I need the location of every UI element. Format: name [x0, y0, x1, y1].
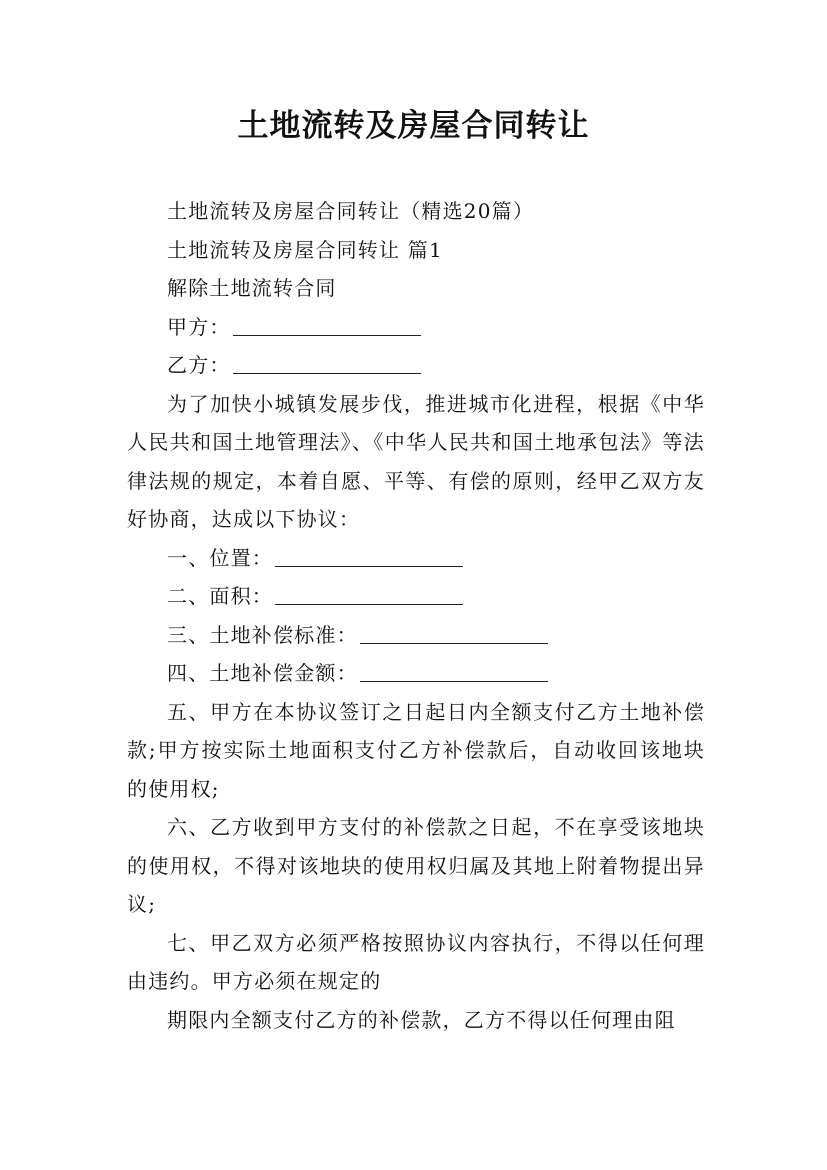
party-a-line — [127, 308, 705, 347]
item-compensation-standard — [127, 616, 705, 655]
item-five-paragraph: 五、甲方在本协议签订之日起日内全额支付乙方土地补偿款;甲方按实际土地面积支付乙方补偿款后，自动收回该地块的使用权; — [127, 699, 705, 801]
party-b-blank — [233, 351, 421, 374]
item-location-blank — [275, 544, 463, 567]
party-b-line — [127, 346, 705, 385]
item-area — [127, 577, 705, 616]
subtitle: 土地流转及房屋合同转让（精选20篇） — [167, 199, 535, 223]
party-b-label: 乙方： — [167, 353, 231, 377]
item-location-label: 一、位置： — [167, 545, 273, 570]
item-area-label: 二、面积： — [167, 584, 273, 608]
item-area-blank — [275, 582, 463, 605]
item-compensation-amount — [127, 654, 705, 693]
item-compensation-amount-label: 四、土地补偿金额： — [167, 661, 358, 685]
party-a-blank — [233, 313, 421, 336]
document-body — [127, 192, 705, 1039]
contract-name: 解除土地流转合同 — [167, 276, 337, 300]
item-compensation-standard-label: 三、土地补偿标准： — [167, 622, 358, 647]
item-location — [127, 539, 705, 578]
item-compensation-amount-blank — [360, 659, 548, 682]
preamble-paragraph: 为了加快小城镇发展步伐，推进城市化进程，根据《中华人民共和国土地管理法》、《中华人民共和国土地承包法》等法律法规的规定，本着自愿、平等、有偿的原则，经甲乙双方友好协商，达成以下协议： — [127, 391, 705, 531]
document-title: 土地流转及房屋合同转让 — [237, 108, 590, 144]
section-heading: 土地流转及房屋合同转让 篇1 — [167, 237, 443, 262]
item-compensation-standard-blank — [360, 621, 548, 644]
item-six-paragraph: 六、乙方收到甲方支付的补偿款之日起，不在享受该地块的使用权，不得对该地块的使用权归属及其地上附着物提出异议; — [127, 815, 705, 916]
party-a-label: 甲方： — [167, 314, 231, 339]
item-seven-continued: 期限内全额支付乙方的补偿款，乙方不得以任何理由阻 — [167, 1007, 676, 1032]
item-seven-paragraph: 七、甲乙双方必须严格按照协议内容执行，不得以任何理由违约。甲方必须在规定的 — [127, 930, 705, 993]
